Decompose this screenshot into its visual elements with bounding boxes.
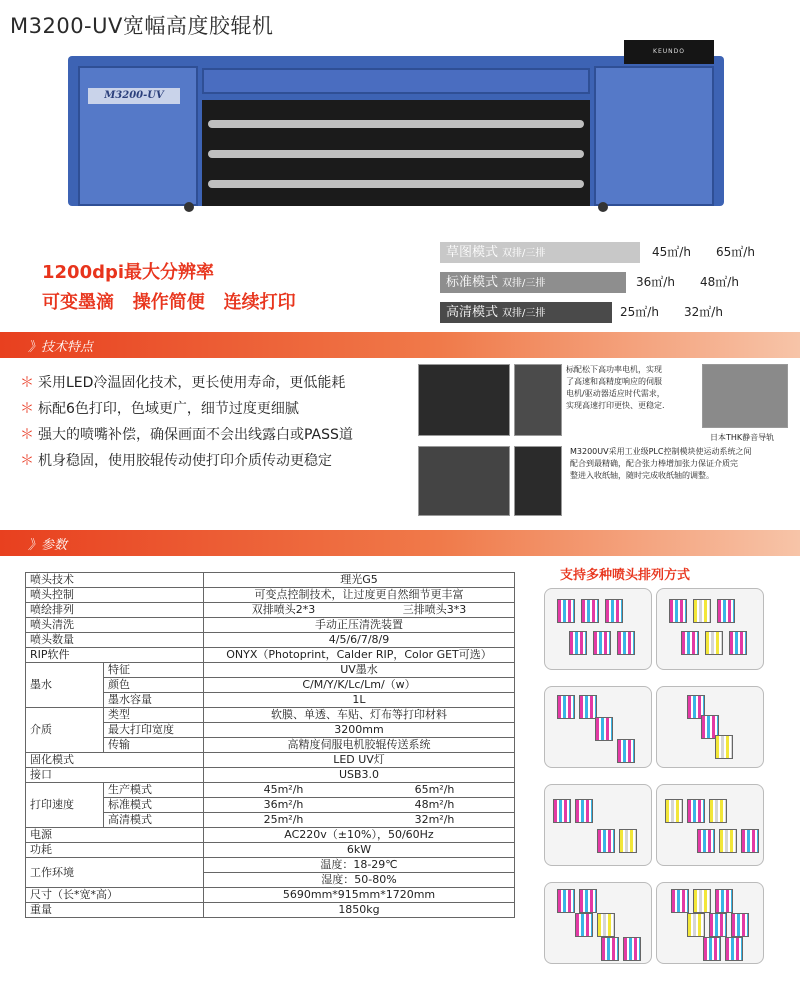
printer-brand: KEUNDO: [624, 40, 714, 64]
support-title: 支持多种喷头排列方式: [560, 568, 691, 583]
feature-item: ＊ 机身稳固，使用胶辊传动使打印介质传动更稳定: [20, 453, 332, 469]
spec-value: USB3.0: [204, 768, 515, 783]
spec-value: 1L: [204, 693, 515, 708]
speed-double: 36m²/h: [263, 798, 304, 811]
feature-item: ＊ 采用LED冷温固化技术，更长使用寿命，更低能耗: [20, 375, 346, 391]
spec-sublabel: 类型: [104, 708, 204, 723]
spec-value: 手动正压清洗装置: [204, 618, 515, 633]
spec-label: 工作环境: [26, 858, 204, 888]
spec-sublabel: 标准模式: [104, 798, 204, 813]
spec-value: AC220v（±10%），50/60Hz: [204, 828, 515, 843]
table-row: [26, 828, 515, 843]
mode-standard-speed-1: 36㎡/h: [636, 275, 675, 289]
spec-sublabel: 生产模式: [104, 783, 204, 798]
spec-value: [204, 798, 515, 813]
spec-value: 5690mm*915mm*1720mm: [204, 888, 515, 903]
caption-motor: 标配松下高功率电机，实现 了高速和高精度响应的伺服 电机/驱动器适应时代需求， 实现高速打印更快、更稳定.: [566, 365, 665, 410]
section-header-features: [0, 332, 800, 358]
feature-item: ＊ 标配6色打印，色域更广，细节过度更细腻: [20, 401, 299, 417]
spec-value-a: 双排喷头2*3: [251, 603, 316, 616]
printer-roller: [208, 120, 584, 128]
nozzle-layout-card: [656, 686, 764, 768]
printer-rail: [202, 68, 590, 94]
spec-label: 固化模式: [26, 753, 204, 768]
speed-triple: 65m²/h: [414, 783, 455, 796]
spec-value: 理光G5: [204, 573, 515, 588]
spec-value: [204, 783, 515, 798]
printer-wheel: [184, 202, 194, 212]
spec-value-b: 三排喷头3*3: [402, 603, 467, 616]
mode-name: 高清模式: [446, 305, 499, 320]
spec-value: 6kW: [204, 843, 515, 858]
spec-value: 可变点控制技术，让过度更自然细节更丰富: [204, 588, 515, 603]
table-row: [26, 588, 515, 603]
printer-image: [68, 40, 724, 218]
feature-text: 机身稳固，使用胶辊传动使打印介质传动更稳定: [38, 453, 332, 469]
table-row: [26, 903, 515, 918]
printer-right-cabinet: [594, 66, 714, 206]
spec-value: ONYX（Photoprint，Calder RIP，Color GET可选）: [204, 648, 515, 663]
mode-name: 草图模式: [446, 245, 499, 260]
speed-triple: 48m²/h: [414, 798, 455, 811]
table-row: [26, 888, 515, 903]
printer-roller: [208, 180, 584, 188]
spec-group-label: 墨水: [26, 663, 104, 708]
nozzle-layout-card: [544, 882, 652, 964]
nozzle-layout-card: [544, 588, 652, 670]
mode-sub: 双排/三排: [502, 248, 546, 259]
spec-label: 喷绘排列: [26, 603, 204, 618]
spec-label: 接口: [26, 768, 204, 783]
spec-sublabel: 墨水容量: [104, 693, 204, 708]
table-row: [26, 768, 515, 783]
mode-sub: 双排/三排: [502, 278, 546, 289]
spec-value: 4/5/6/7/8/9: [204, 633, 515, 648]
table-row: [26, 663, 515, 678]
spec-label: 电源: [26, 828, 204, 843]
spec-table: [25, 572, 515, 918]
spec-value: 3200mm: [204, 723, 515, 738]
spec-value: C/M/Y/K/Lc/Lm/（w）: [204, 678, 515, 693]
nozzle-layout-card: [544, 784, 652, 866]
speed-double: 45m²/h: [263, 783, 304, 796]
feature-item: ＊ 强大的喷嘴补偿，确保画面不会出线露白或PASS道: [20, 427, 353, 443]
spec-label: 喷头数量: [26, 633, 204, 648]
spec-label: 喷头清洗: [26, 618, 204, 633]
speed-triple: 32m²/h: [414, 813, 455, 826]
table-row: [26, 783, 515, 798]
mode-hd-speed-1: 25㎡/h: [620, 305, 659, 319]
caption-rail: 日本THK静音导轨: [710, 433, 775, 442]
section-title: 》参数: [28, 538, 68, 553]
nozzle-layout-card: [656, 784, 764, 866]
mode-standard-speed-2: 48㎡/h: [700, 275, 739, 289]
table-row: [26, 603, 515, 618]
slogan-resolution: 1200dpi最大分辨率: [42, 262, 215, 283]
section-header-params: [0, 530, 800, 556]
photo-motor-detail: [514, 364, 562, 436]
spec-label: 重量: [26, 903, 204, 918]
spec-value: 软膜、单透、车贴、灯布等打印材料: [204, 708, 515, 723]
speed-double: 25m²/h: [263, 813, 304, 826]
page-title: M3200-UV宽幅高度胶辊机: [10, 14, 274, 38]
mode-name: 标准模式: [446, 275, 499, 290]
nozzle-layout-card: [544, 686, 652, 768]
table-row: [26, 858, 515, 873]
mode-draft-speed-1: 45㎡/h: [652, 245, 691, 259]
spec-value: 温度：18-29℃: [204, 858, 515, 873]
photo-plc: [418, 446, 510, 516]
spec-label: 尺寸（长*宽*高）: [26, 888, 204, 903]
printer-wheel: [598, 202, 608, 212]
spec-sublabel: 特征: [104, 663, 204, 678]
mode-draft: [440, 242, 640, 263]
slogan-features: 可变墨滴 操作简便 连续打印: [42, 292, 296, 313]
table-row: [26, 648, 515, 663]
table-row: [26, 753, 515, 768]
spec-sublabel: 颜色: [104, 678, 204, 693]
feature-text: 标配6色打印，色域更广，细节过度更细腻: [38, 401, 299, 417]
printer-left-cabinet: [78, 66, 198, 206]
spec-value: [204, 603, 515, 618]
spec-group-label: 打印速度: [26, 783, 104, 828]
printer-roller: [208, 150, 584, 158]
caption-plc: M3200UV采用工业级PLC控制模块使运动系统之间 配合到最精确，配合张力棒增加张力保证介质完 整进入收纸轴，随时完成收纸轴的调整。: [570, 447, 752, 480]
photo-tension: [514, 446, 562, 516]
nozzle-layout-card: [656, 588, 764, 670]
spec-value: 1850kg: [204, 903, 515, 918]
mode-draft-speed-2: 65㎡/h: [716, 245, 755, 259]
mode-hd: [440, 302, 612, 323]
spec-label: 喷头技术: [26, 573, 204, 588]
spec-value: [204, 813, 515, 828]
table-row: [26, 618, 515, 633]
section-title: 》技术特点: [28, 340, 94, 355]
printer-nameplate: M3200-UV: [88, 88, 180, 104]
mode-hd-speed-2: 32㎡/h: [684, 305, 723, 319]
spec-value: LED UV灯: [204, 753, 515, 768]
photo-rail: [702, 364, 788, 428]
feature-text: 采用LED冷温固化技术，更长使用寿命，更低能耗: [38, 375, 346, 391]
spec-value: 高精度伺服电机胶辊传送系统: [204, 738, 515, 753]
feature-text: 强大的喷嘴补偿，确保画面不会出线露白或PASS道: [38, 427, 353, 443]
spec-sublabel: 最大打印宽度: [104, 723, 204, 738]
spec-sublabel: 传输: [104, 738, 204, 753]
spec-label: 喷头控制: [26, 588, 204, 603]
spec-label: RIP软件: [26, 648, 204, 663]
mode-sub: 双排/三排: [502, 308, 546, 319]
mode-standard: [440, 272, 626, 293]
photo-motor: [418, 364, 510, 436]
spec-sublabel: 高清模式: [104, 813, 204, 828]
spec-label: 功耗: [26, 843, 204, 858]
spec-value: 湿度：50-80%: [204, 873, 515, 888]
table-row: [26, 843, 515, 858]
table-row: [26, 633, 515, 648]
table-row: [26, 573, 515, 588]
spec-value: UV墨水: [204, 663, 515, 678]
spec-group-label: 介质: [26, 708, 104, 753]
nozzle-layout-card: [656, 882, 764, 964]
table-row: [26, 708, 515, 723]
